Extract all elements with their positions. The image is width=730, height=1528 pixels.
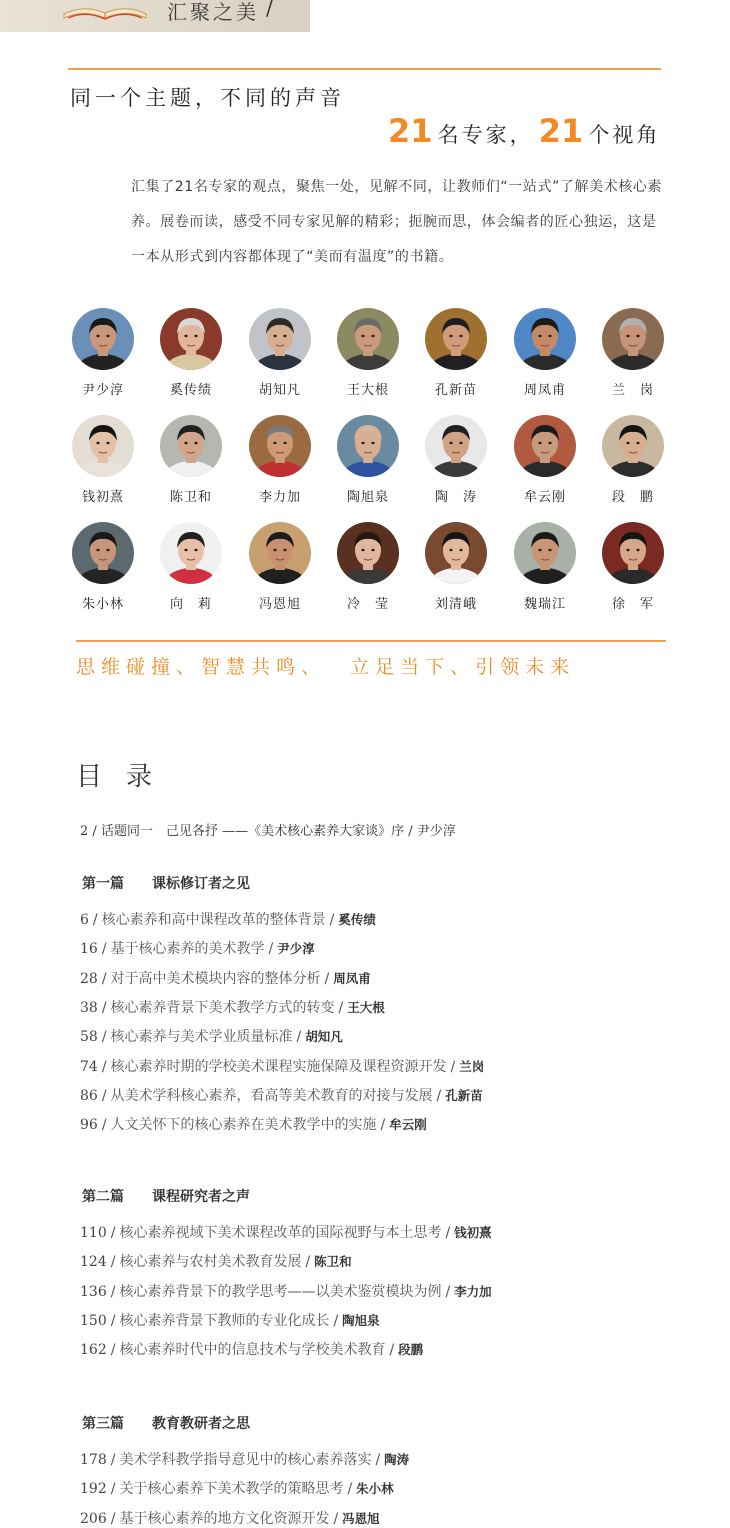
toc-page: 2 [80, 824, 89, 839]
avatar [514, 522, 576, 584]
toc-entry[interactable] [80, 1251, 352, 1271]
expert-card [151, 522, 231, 612]
expert-name: 陶 涛 [434, 490, 477, 505]
toc-page: 6 [80, 912, 89, 928]
toc-separator: / [338, 999, 344, 1016]
toc-author: 陶涛 [384, 1452, 410, 1467]
expert-card [63, 522, 143, 612]
toc-separator: / [101, 999, 107, 1016]
expert-name: 徐 军 [611, 597, 654, 612]
toc-entry[interactable] [80, 997, 385, 1017]
toc-separator: / [324, 970, 330, 987]
avatar [514, 308, 576, 370]
toc-page: 38 [80, 999, 98, 1016]
expert-card [328, 415, 408, 505]
toc-section-name: 教育教研者之思 [152, 1416, 250, 1432]
divider [68, 68, 661, 70]
toc-separator: / [110, 1510, 116, 1527]
expert-name: 陶旭泉 [346, 490, 389, 505]
toc-page: 162 [80, 1342, 107, 1359]
toc-separator: / [436, 1087, 442, 1104]
expert-card [416, 522, 496, 612]
expert-name: 奚传绩 [169, 383, 212, 398]
toc-separator: / [347, 1481, 353, 1498]
toc-section-name: 课标修订者之见 [152, 876, 250, 892]
toc-separator: / [450, 1058, 456, 1075]
toc-separator: / [333, 1510, 339, 1527]
toc-preface-text: 话题同一 己见各抒 ——《美术核心素养大家谈》序 [100, 824, 405, 839]
open-book-icon [62, 0, 148, 20]
stat-number: 21 [538, 112, 584, 150]
toc-page: 86 [80, 1087, 98, 1104]
toc-page: 110 [80, 1225, 107, 1241]
expert-card [151, 308, 231, 398]
expert-name: 牟云刚 [523, 490, 566, 505]
expert-name: 李力加 [258, 490, 301, 505]
toc-author: 王大根 [347, 999, 385, 1015]
toc-entry[interactable] [80, 1114, 427, 1134]
toc-section-heading [82, 1413, 250, 1433]
toc-page: 74 [80, 1058, 98, 1075]
stat-text: 名专家， [437, 123, 534, 147]
toc-author: 段鹏 [398, 1342, 424, 1358]
toc-separator: / [92, 824, 97, 839]
toc-separator: / [445, 1225, 451, 1241]
toc-author: 周凤甫 [333, 970, 371, 986]
toc-page: 16 [80, 941, 98, 958]
toc-author: 冯恩旭 [342, 1510, 380, 1526]
toc-separator: / [408, 824, 413, 839]
toc-separator: / [110, 1312, 116, 1329]
toc-separator: / [329, 912, 335, 928]
banner-title: 汇聚之美 [167, 0, 259, 24]
toc-entry[interactable] [80, 1222, 492, 1242]
toc-entry-title: 对于高中美术模块内容的整体分析 [110, 970, 321, 987]
toc-entry[interactable] [80, 1056, 484, 1076]
toc-entry[interactable] [80, 1339, 423, 1359]
toc-entry-title: 核心素养视域下美术课程改革的国际视野与本土思考 [119, 1225, 442, 1241]
toc-separator: / [101, 1029, 107, 1046]
toc-entry[interactable] [80, 1449, 409, 1469]
toc-page: 96 [80, 1117, 98, 1134]
toc-separator: / [101, 941, 107, 958]
toc-separator: / [110, 1254, 116, 1271]
expert-card [505, 522, 585, 612]
toc-page: 206 [80, 1510, 107, 1527]
expert-name: 兰 岗 [611, 383, 654, 398]
toc-entry-title: 从美术学科核心素养，看高等美术教育的对接与发展 [110, 1087, 433, 1104]
avatar [249, 308, 311, 370]
toc-author: 孔新苗 [445, 1087, 483, 1103]
expert-card [593, 308, 673, 398]
toc-author: 胡知凡 [305, 1029, 343, 1045]
toc-entry[interactable] [80, 1026, 343, 1046]
toc-entry[interactable] [80, 1478, 394, 1498]
expert-name: 周凤甫 [523, 383, 566, 398]
toc-preface [80, 820, 456, 839]
avatar [160, 415, 222, 477]
toc-page: 124 [80, 1254, 107, 1271]
toc-author: 尹少淳 [277, 941, 315, 957]
divider [76, 640, 666, 642]
expert-card [151, 415, 231, 505]
toc-separator: / [92, 912, 98, 928]
expert-name: 钱初熹 [81, 490, 124, 505]
avatar [160, 522, 222, 584]
toc-entry-title: 核心素养时代中的信息技术与学校美术教育 [119, 1342, 386, 1359]
toc-separator: / [305, 1254, 311, 1271]
toc-entry-title: 核心素养与美术学业质量标准 [110, 1029, 293, 1046]
expert-card [328, 308, 408, 398]
expert-card [63, 308, 143, 398]
toc-entry-title: 核心素养背景下美术教学方式的转变 [110, 999, 335, 1016]
slogan: 思维碰撞、智慧共鸣、 立足当下、引领未来 [76, 656, 576, 678]
toc-entry-title: 基于核心素养的美术教学 [110, 941, 265, 958]
avatar [249, 522, 311, 584]
toc-author: 朱小林 [356, 1481, 394, 1497]
banner-slash: / [266, 0, 273, 20]
toc-separator: / [268, 941, 274, 958]
toc-author: 陶旭泉 [342, 1312, 380, 1328]
toc-title: 目录 [76, 762, 177, 792]
toc-entry-title: 核心素养背景下教师的专业化成长 [119, 1312, 330, 1329]
toc-section-label: 第三篇 [82, 1416, 124, 1432]
toc-entry-title: 核心素养和高中课程改革的整体背景 [101, 912, 326, 928]
expert-card [505, 415, 585, 505]
toc-section-heading [82, 873, 250, 893]
expert-card [63, 415, 143, 505]
stat-number: 21 [388, 112, 433, 150]
avatar [337, 522, 399, 584]
avatar [602, 308, 664, 370]
expert-name: 向 莉 [169, 597, 212, 612]
toc-section-name: 课程研究者之声 [152, 1189, 250, 1205]
expert-card [240, 415, 320, 505]
avatar [72, 308, 134, 370]
expert-name: 孔新苗 [434, 383, 477, 398]
expert-card [505, 308, 585, 398]
toc-separator: / [101, 1087, 107, 1104]
expert-card [328, 522, 408, 612]
toc-separator: / [389, 1342, 395, 1359]
expert-card [593, 522, 673, 612]
toc-separator: / [375, 1452, 381, 1468]
toc-entry[interactable] [80, 1085, 483, 1105]
expert-name: 段 鹏 [611, 490, 654, 505]
toc-entry-title: 关于核心素养下美术教学的策略思考 [119, 1481, 344, 1498]
toc-section-heading [82, 1186, 250, 1206]
toc-entry-title: 美术学科教学指导意见中的核心素养落实 [119, 1452, 372, 1468]
toc-author: 奚传绩 [338, 912, 376, 927]
toc-separator: / [333, 1312, 339, 1329]
toc-author: 陈卫和 [314, 1254, 352, 1270]
toc-separator: / [296, 1029, 302, 1046]
toc-entry[interactable] [80, 938, 315, 958]
avatar [514, 415, 576, 477]
toc-author: 尹少淳 [416, 824, 456, 839]
expert-name: 刘清峨 [434, 597, 477, 612]
toc-section-label: 第二篇 [82, 1189, 124, 1205]
avatar [602, 522, 664, 584]
toc-separator: / [110, 1481, 116, 1498]
toc-section-label: 第一篇 [82, 876, 124, 892]
toc-entry[interactable] [80, 909, 376, 929]
toc-separator: / [101, 1117, 107, 1134]
toc-separator: / [101, 1058, 107, 1075]
expert-card [416, 308, 496, 398]
toc-page: 178 [80, 1452, 107, 1468]
avatar [337, 308, 399, 370]
expert-name: 王大根 [346, 383, 389, 398]
toc-entry[interactable] [80, 1281, 492, 1301]
intro-paragraph: 汇集了21名专家的观点，聚焦一处，见解不同，让教师们“一站式”了解美术核心素养。展卷而读，感受不同专家见解的精彩；扼腕而思，体会编者的匠心独运，这是一本从形式到内容都体现了“美而有温度”的书籍。 [131, 179, 663, 265]
top-banner [0, 0, 310, 32]
toc-separator: / [380, 1117, 386, 1134]
expert-card [593, 415, 673, 505]
toc-entry-title: 核心素养与农村美术教育发展 [119, 1254, 302, 1271]
toc-entry-title: 核心素养时期的学校美术课程实施保障及课程资源开发 [110, 1058, 447, 1075]
expert-card [416, 415, 496, 505]
avatar [160, 308, 222, 370]
expert-name: 尹少淳 [81, 383, 124, 398]
toc-entry[interactable] [80, 1508, 380, 1528]
expert-name: 魏瑞江 [523, 597, 566, 612]
expert-name: 胡知凡 [258, 383, 301, 398]
toc-author: 牟云刚 [389, 1117, 427, 1133]
toc-author: 李力加 [454, 1283, 492, 1299]
toc-separator: / [445, 1283, 451, 1300]
stat-text: 个视角 [588, 123, 661, 147]
avatar [425, 308, 487, 370]
avatar [249, 415, 311, 477]
expert-name: 陈卫和 [169, 490, 212, 505]
toc-separator: / [110, 1283, 116, 1300]
avatar [425, 415, 487, 477]
avatar [602, 415, 664, 477]
avatar [72, 522, 134, 584]
toc-separator: / [110, 1342, 116, 1359]
toc-separator: / [110, 1225, 116, 1241]
expert-card [240, 308, 320, 398]
stat-line [388, 112, 660, 150]
expert-name: 冯恩旭 [258, 597, 301, 612]
toc-entry[interactable] [80, 968, 371, 988]
toc-page: 150 [80, 1312, 107, 1329]
toc-entry-title: 核心素养背景下的教学思考——以美术鉴赏模块为例 [119, 1283, 442, 1300]
avatar [72, 415, 134, 477]
toc-separator: / [101, 970, 107, 987]
avatar [337, 415, 399, 477]
toc-page: 28 [80, 970, 98, 987]
toc-author: 兰岗 [459, 1058, 485, 1074]
expert-name: 朱小林 [81, 597, 124, 612]
toc-entry[interactable] [80, 1310, 380, 1330]
avatar [425, 522, 487, 584]
expert-name: 冷 莹 [346, 597, 389, 612]
toc-entry-title: 人文关怀下的核心素养在美术教学中的实施 [110, 1117, 377, 1134]
toc-page: 192 [80, 1481, 107, 1498]
toc-entry-title: 基于核心素养的地方文化资源开发 [119, 1510, 330, 1527]
toc-page: 58 [80, 1029, 98, 1046]
headline: 同一个主题，不同的声音 [70, 86, 345, 110]
expert-card [240, 522, 320, 612]
toc-author: 钱初熹 [454, 1225, 492, 1240]
toc-page: 136 [80, 1283, 107, 1300]
toc-separator: / [110, 1452, 116, 1468]
